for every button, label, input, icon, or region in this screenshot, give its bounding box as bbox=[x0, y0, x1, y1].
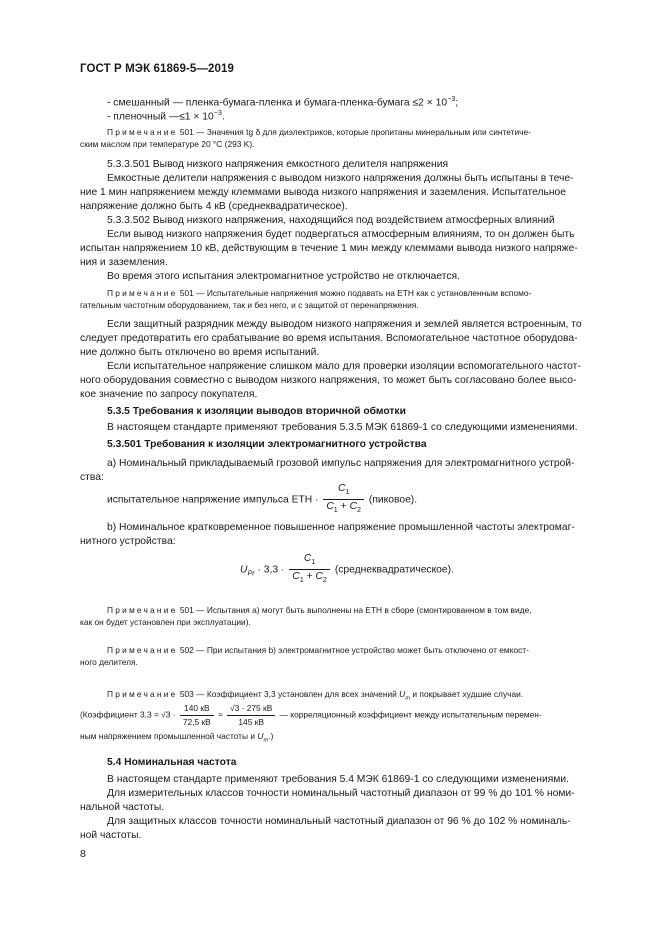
note-502-line2: ного делителя. bbox=[80, 657, 138, 667]
fraction-140-over-72-5: $\frac{140 кВ}{72,5 кВ}$ bbox=[180, 702, 214, 729]
paragraph-line: нальной частоты. bbox=[80, 802, 165, 813]
paragraph-line: Во время этого испытания электромагнитное устройство не отключается. bbox=[107, 271, 460, 282]
paragraph-line: В настоящем стандарте применяют требования 5.4 МЭК 61869-1 со следующими изменениями. bbox=[107, 774, 569, 785]
item-b-line1: b) Номинальное кратковременное повышенное напряжение промышленной частоты электромаг- bbox=[107, 522, 575, 533]
paragraph-line: кое значение по запросу покупателя. bbox=[80, 389, 258, 400]
list-item-mixed: - смешанный — пленка-бумага-пленка и бумага-пленка-бумага $\le 2 \times 10^{-3}$; bbox=[107, 94, 459, 109]
paragraph-line: напряжение должно быть 4 кВ (среднеквадратическое). bbox=[80, 201, 348, 212]
page-number: 8 bbox=[80, 848, 86, 860]
paragraph-line: Если вывод низкого напряжения будет подвергаться атмосферным влияниям, то он должен быть bbox=[107, 229, 575, 240]
item-b-line2: нитного устройства: bbox=[80, 536, 176, 547]
section-5-4-heading: 5.4 Номинальная частота bbox=[107, 757, 237, 768]
paragraph-line: ния и заземления. bbox=[80, 257, 168, 268]
formula-a: испытательное напряжение импульса ЕТН · $\frac{C_1}{C_1 + C_2}$ (пиковое). bbox=[107, 482, 615, 517]
note-501-line2: ским маслом при температуре 20 °C (293 K). bbox=[80, 139, 255, 149]
paragraph-line: ной частоты. bbox=[80, 830, 142, 841]
paragraph-line: ного оборудования совместно с выводом низкого напряжения, то может быть согласовано более высо- bbox=[80, 375, 577, 386]
clause-5-3-3-501-heading: 5.3.3.501 Вывод низкого напряжения емкостного делителя напряжения bbox=[107, 159, 449, 170]
note-501-line1: Примечание 501 — Испытания a) могут быть выполнены на ЕТН в сборе (смонтированном в том виде, bbox=[107, 605, 532, 615]
fraction-c1-over-sum: $\frac{C_1}{C_1 + C_2}$ bbox=[323, 482, 364, 517]
paragraph-line: Если испытательное напряжение слишком мало для проверки изоляции вспомогательного частот- bbox=[107, 361, 581, 372]
running-header: ГОСТ Р МЭК 61869-5—2019 bbox=[80, 63, 234, 75]
paragraph-line: Емкостные делители напряжения с выводом низкого напряжения должны быть испытаны в тече- bbox=[107, 173, 574, 184]
note-503-line1: Примечание 503 — Коэффициент 3,3 установлен для всех значений $U_m$ и покрывает худшие случаи. bbox=[107, 689, 524, 702]
note-503-line3: ным напряжением промышленной частоты и $U_m$.) bbox=[80, 731, 274, 744]
item-a-line1: a) Номинальный прикладываемый грозовой импульс напряжения для электромагнитного устрой- bbox=[107, 458, 575, 469]
section-5-3-5-heading: 5.3.5 Требования к изоляции выводов вторичной обмотки bbox=[107, 406, 406, 417]
fraction-sqrt3-275-over-145: $\frac{√3 \cdot 275 кВ}{145 кВ}$ bbox=[227, 702, 275, 729]
fraction-c1-over-sum: $\frac{C_1}{C_1 + C_2}$ bbox=[289, 552, 330, 587]
paragraph-line: следует предотвратить его срабатывание во время испытания. Вспомогательное частотное оборудова- bbox=[80, 333, 578, 344]
paragraph-line: В настоящем стандарте применяют требования 5.3.5 МЭК 61869-1 со следующими изменениями. bbox=[107, 422, 578, 433]
item-a-line2: ства: bbox=[80, 472, 104, 483]
paragraph-line: Для защитных классов точности номинальный частотный диапазон от 96 % до 102 % номиналь- bbox=[107, 816, 571, 827]
paragraph-line: ние 1 мин напряжением между клеммами вывода низкого напряжения и заземления. Испытательное bbox=[80, 187, 566, 198]
note-501-line2: как он будет установлен при эксплуатации). bbox=[80, 617, 251, 627]
paragraph-line: испытан напряжением 10 кВ, действующим в течение 1 мин между клеммами вывода низкого напряже- bbox=[80, 243, 578, 254]
note-501-line1: Примечание 501 — Значения tg δ для диэлектриков, которые пропитаны минеральным или синтетиче- bbox=[107, 127, 531, 137]
note-503-formula-line: (Коэффициент 3,3 = √3 · $\frac{140 кВ}{72,5 кВ}$ ≈ $\frac{√3 \cdot 275 кВ}{145 кВ}$ — корреляционный коэффициент между испытательным перемен- bbox=[80, 703, 542, 727]
section-5-3-501-heading: 5.3.501 Требования к изоляции электромагнитного устройства bbox=[107, 439, 427, 450]
paragraph-line: ние должно быть отключено во время испытаний. bbox=[80, 347, 320, 358]
note-501-line1: Примечание 501 — Испытательные напряжения можно подавать на ЕТН как с установленным вспомо- bbox=[107, 288, 532, 298]
note-502-line1: Примечание 502 — При испытания b) электромагнитное устройство может быть отключено от емкост- bbox=[107, 645, 529, 655]
paragraph-line: Для измерительных классов точности номинальный частотный диапазон от 99 % до 101 % номи- bbox=[107, 788, 575, 799]
clause-5-3-3-502-heading: 5.3.3.502 Вывод низкого напряжения, находящийся под воздействием атмосферных влияний bbox=[107, 215, 555, 226]
formula-b: $U_{Pr} \cdot 3,3$ · $\frac{C_1}{C_1 + C_2}$ (среднеквадратическое). bbox=[240, 552, 540, 587]
paragraph-line: Если защитный разрядник между выводом низкого напряжения и землей является встроенным, то bbox=[107, 319, 582, 330]
note-501-line2: гательным частотным оборудованием, так и без него, и с защитой от перенапряжения. bbox=[80, 300, 419, 310]
list-item-film: - пленочный —≤1 × $10^{-3}$. bbox=[107, 108, 225, 123]
